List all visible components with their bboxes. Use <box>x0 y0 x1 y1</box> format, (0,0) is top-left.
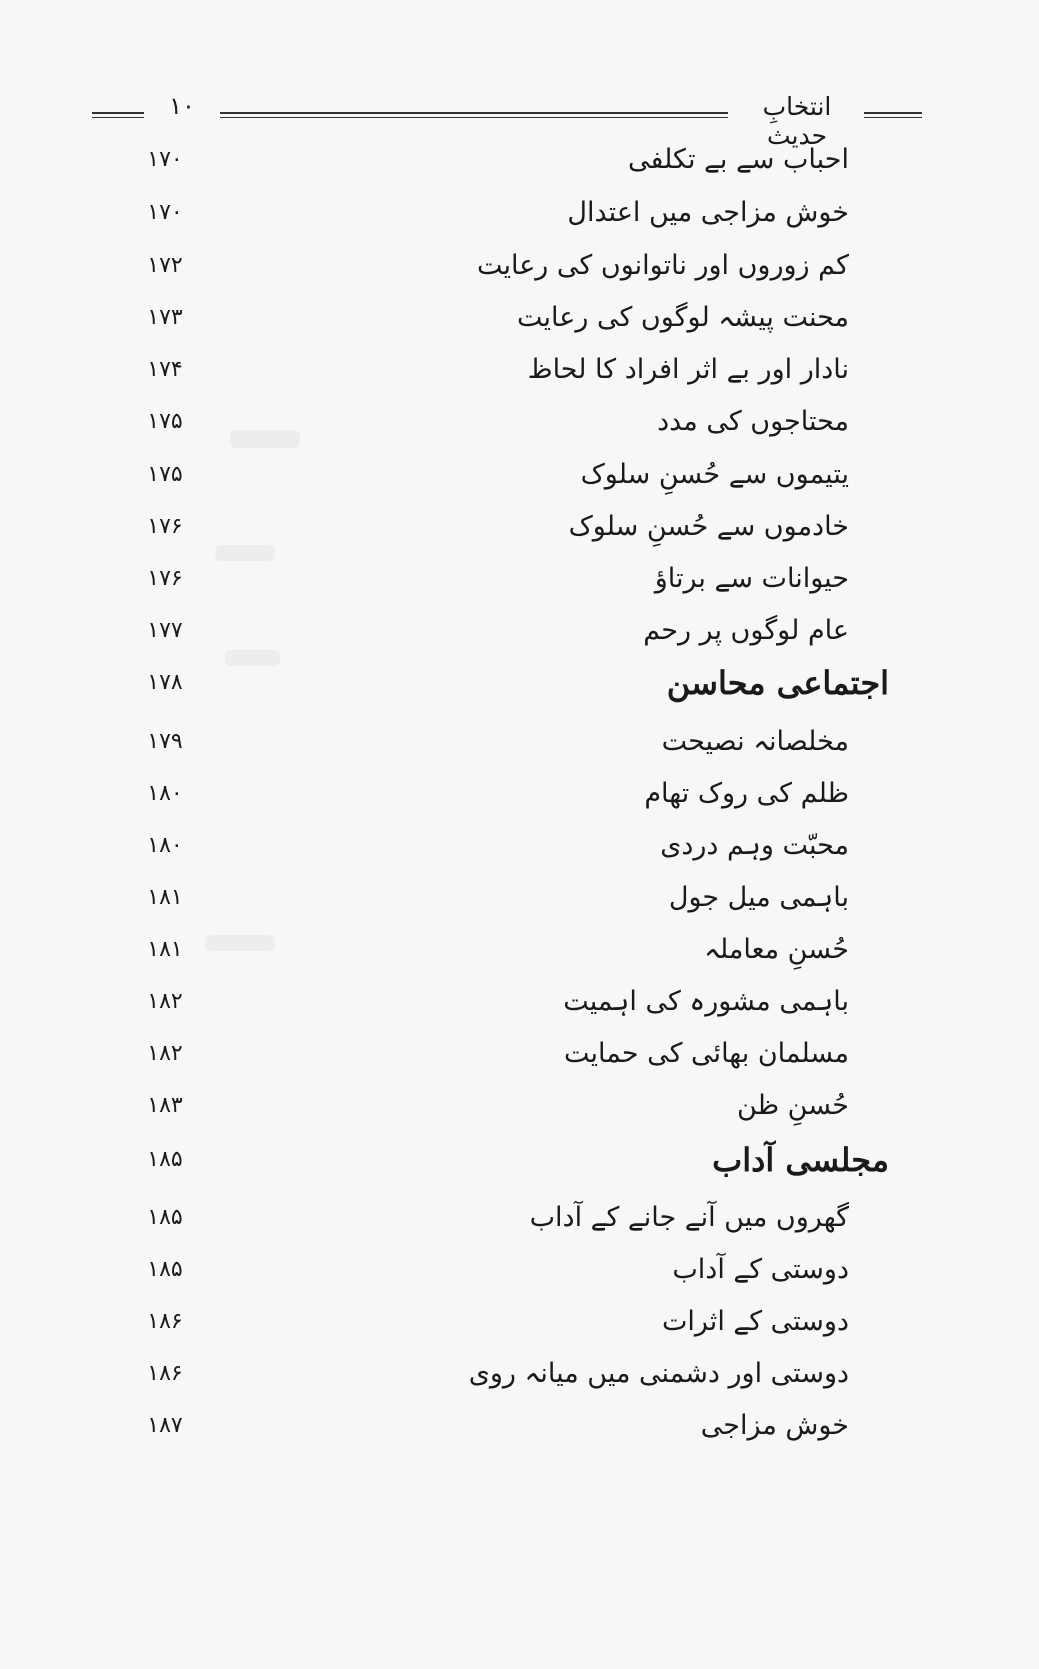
toc-entry-page-number: ۱۸۲ <box>147 989 183 1014</box>
toc-entry-page-number: ۱۸۶ <box>147 1361 183 1386</box>
toc-entry <box>0 350 1039 390</box>
toc-entry-title: خوش مزاجی میں اعتدال <box>567 197 849 228</box>
toc-entry <box>0 1198 1039 1238</box>
toc-entry-page-number: ۱۸۰ <box>147 833 183 858</box>
toc-entry-page-number: ۱۸۱ <box>147 885 183 910</box>
toc-entry <box>0 878 1039 918</box>
toc-entry-page-number: ۱۸۰ <box>147 781 183 806</box>
toc-entry-page-number: ۱۷۰ <box>147 147 183 172</box>
toc-entry <box>0 1034 1039 1074</box>
toc-entry <box>0 246 1039 286</box>
toc-entry-page-number: ۱۷۰ <box>147 200 183 225</box>
toc-section-heading <box>0 1140 1039 1180</box>
toc-entry-title: باہمی میل جول <box>668 882 849 913</box>
toc-entry-title: محتاجوں کی مدد <box>657 406 849 437</box>
toc-section-heading <box>0 663 1039 703</box>
toc-entry <box>0 611 1039 651</box>
toc-entry <box>0 1302 1039 1342</box>
toc-entry <box>0 1354 1039 1394</box>
toc-entry-title: خادموں سے حُسنِ سلوک <box>568 511 849 542</box>
toc-entry <box>0 722 1039 762</box>
toc-entry <box>0 930 1039 970</box>
toc-entry-page-number: ۱۷۳ <box>147 305 183 330</box>
toc-entry-title: باہمی مشورہ کی اہمیت <box>563 986 849 1017</box>
toc-entry-title: اجتماعی محاسن <box>666 664 889 702</box>
toc-entry-title: احباب سے بے تکلفی <box>627 144 849 175</box>
toc-entry-page-number: ۱۸۱ <box>147 937 183 962</box>
toc-entry <box>0 455 1039 495</box>
toc-entry <box>0 140 1039 180</box>
toc-entry-page-number: ۱۷۴ <box>147 357 183 382</box>
toc-entry <box>0 298 1039 338</box>
toc-entry-page-number: ۱۸۵ <box>147 1205 183 1230</box>
toc-entry-title: دوستی کے آداب <box>672 1254 849 1285</box>
toc-entry <box>0 982 1039 1022</box>
toc-entry <box>0 1250 1039 1290</box>
toc-entry-title: حُسنِ ظن <box>737 1090 849 1121</box>
toc-entry-page-number: ۱۷۹ <box>147 729 183 754</box>
toc-entry-page-number: ۱۷۵ <box>147 462 183 487</box>
toc-entry-title: محنت پیشہ لوگوں کی رعایت <box>516 302 849 333</box>
toc-entry-title: مجلسی آداب <box>712 1141 889 1179</box>
toc-entry <box>0 402 1039 442</box>
toc-entry-title: گھروں میں آنے جانے کے آداب <box>529 1202 849 1233</box>
toc-entry-title: کم زوروں اور ناتوانوں کی رعایت <box>476 250 849 281</box>
toc-entry-title: محبّت وہم دردی <box>660 830 849 861</box>
toc-entry-title: مسلمان بھائی کی حمایت <box>563 1038 849 1069</box>
toc-entry <box>0 507 1039 547</box>
toc-entry-title: دوستی اور دشمنی میں میانہ روی <box>468 1358 849 1389</box>
toc-entry-title: حُسنِ معاملہ <box>704 934 849 965</box>
toc-entry-title: مخلصانہ نصیحت <box>661 726 849 757</box>
toc-entry-title: حیوانات سے برتاؤ <box>654 563 849 594</box>
toc-entry <box>0 826 1039 866</box>
toc-entry <box>0 559 1039 599</box>
toc-entry-title: خوش مزاجی <box>700 1410 849 1441</box>
toc-entry-title: نادار اور بے اثر افراد کا لحاظ <box>527 354 849 385</box>
toc-entry-page-number: ۱۷۲ <box>147 253 183 278</box>
toc-entry-title: عام لوگوں پر رحم <box>643 615 849 646</box>
running-title: انتخابِ حدیث <box>762 92 832 150</box>
toc-entry-page-number: ۱۸۷ <box>147 1413 183 1438</box>
toc-entry-page-number: ۱۸۳ <box>147 1093 183 1118</box>
toc-entry <box>0 1086 1039 1126</box>
toc-entry-page-number: ۱۸۵ <box>147 1257 183 1282</box>
page-number: ۱۰ <box>169 92 195 120</box>
toc-entry-page-number: ۱۸۲ <box>147 1041 183 1066</box>
toc-entry-page-number: ۱۷۶ <box>147 514 183 539</box>
toc-entry-title: دوستی کے اثرات <box>661 1306 849 1337</box>
toc-entry <box>0 1406 1039 1446</box>
toc-entry-page-number: ۱۸۶ <box>147 1309 183 1334</box>
toc-entry <box>0 193 1039 233</box>
toc-entry-title: یتیموں سے حُسنِ سلوک <box>580 459 849 490</box>
toc-entry-page-number: ۱۷۵ <box>147 409 183 434</box>
toc-entry-title: ظلم کی روک تھام <box>644 778 849 809</box>
toc-entry-page-number: ۱۷۷ <box>147 618 183 643</box>
toc-entry-page-number: ۱۷۸ <box>147 670 183 695</box>
toc-entry-page-number: ۱۷۶ <box>147 566 183 591</box>
toc-entry <box>0 774 1039 814</box>
toc-entry-page-number: ۱۸۵ <box>147 1147 183 1172</box>
